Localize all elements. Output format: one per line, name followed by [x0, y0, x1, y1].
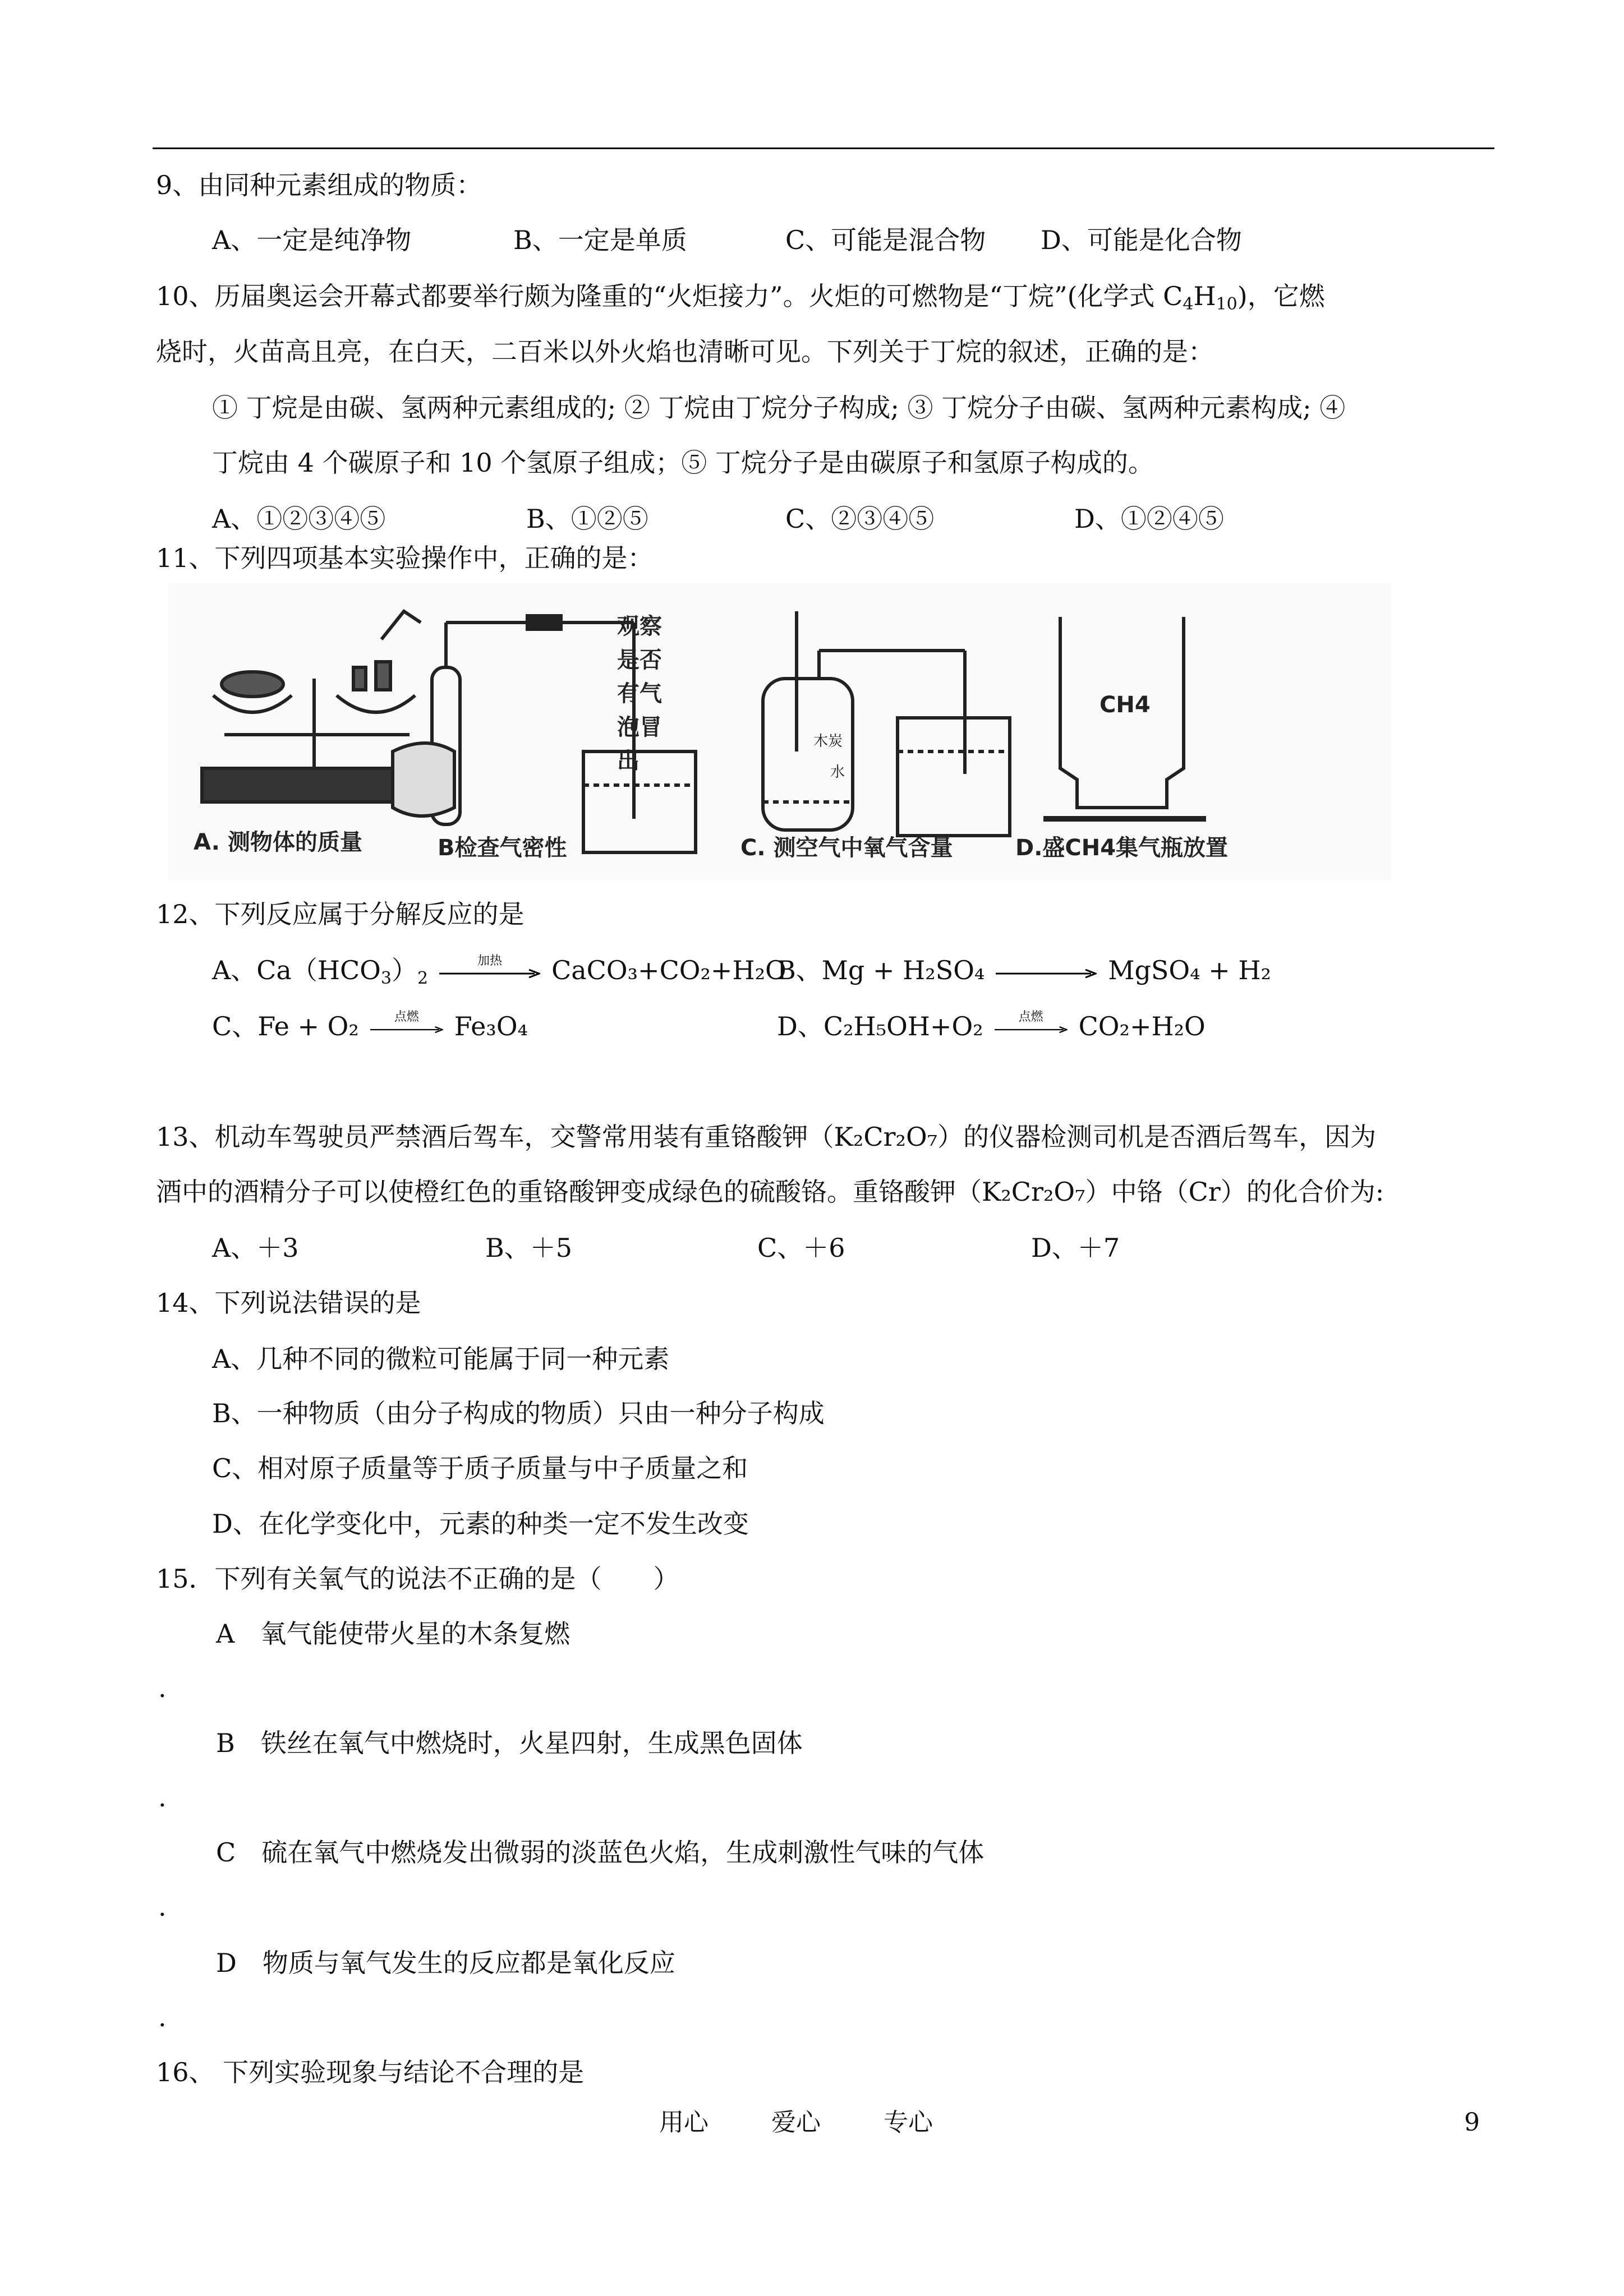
q14-option-b: B、一种物质（由分子构成的物质）只由一种分子构成: [212, 1398, 825, 1428]
q12-b-arrow: [996, 961, 1097, 984]
q10-option-d: D、①②④⑤: [1074, 504, 1224, 534]
footer-motto-1: 用心: [659, 2108, 709, 2137]
q12-option-a: [212, 953, 786, 987]
arrow-icon: [370, 1024, 443, 1035]
q12-a-reactant: A、Ca（HCO: [212, 955, 381, 985]
q11-caption-a: A. 测物体的质量: [194, 829, 362, 855]
q12-a-product: CaCO₃+CO₂+H₂O: [551, 955, 786, 985]
q11-observe-5: 出: [617, 748, 640, 774]
q11-caption-c: C. 测空气中氧气含量: [740, 835, 953, 861]
q12-a-sub2: 2: [417, 969, 429, 988]
page-number: 9: [1464, 2108, 1480, 2137]
q12-a-arrow: [439, 954, 540, 984]
q9-option-a: A、一定是纯净物: [212, 225, 412, 255]
q12-a-condition: 加热: [477, 954, 503, 968]
q12-d-arrow: [995, 1010, 1068, 1040]
q9-option-c: C、可能是混合物: [785, 225, 986, 255]
q11-caption-b: B检查气密性: [438, 835, 567, 861]
q11-observe-3: 有气: [617, 681, 662, 707]
q16-stem: 16、 下列实验现象与结论不合理的是: [156, 2057, 585, 2087]
q10-option-c: C、②③④⑤: [785, 504, 935, 534]
q15-option-b: B 铁丝在氧气中燃烧时，火星四射，生成黑色固体: [216, 1728, 803, 1758]
q10-line-1: [156, 279, 1325, 313]
q11-label-water: 水: [830, 764, 845, 781]
q12-option-c: [212, 1009, 528, 1043]
q10-text-a: 10、历届奥运会开幕式都要举行颇为隆重的“火炬接力”。火炬的可燃物是“丁烷”(化学式 C: [156, 281, 1183, 311]
q11-observe-2: 是否: [617, 647, 662, 673]
q11-label-charcoal: 木炭: [813, 733, 843, 750]
q15-option-d: D 物质与氧气发生的反应都是氧化反应: [216, 1948, 675, 1978]
q12-c-product: Fe₃O₄: [454, 1011, 528, 1041]
q12-d-condition: 点燃: [1018, 1010, 1043, 1024]
q12-c-condition: 点燃: [394, 1010, 419, 1024]
q10-sub4: 4: [1183, 294, 1194, 314]
q14-option-c: C、相对原子质量等于质子质量与中子质量之和: [212, 1453, 748, 1483]
gas-jar-illustration: [1043, 617, 1206, 819]
q12-c-arrow: [370, 1010, 443, 1040]
q15-option-a: A 氧气能使带火星的木条复燃: [216, 1619, 571, 1649]
q15-option-c: C 硫在氧气中燃烧发出微弱的淡蓝色火焰，生成刺激性气味的气体: [216, 1837, 984, 1868]
q9-stem: 9、由同种元素组成的物质：: [156, 170, 482, 200]
q15-dot-2: .: [158, 1782, 167, 1813]
q10-text-b: )，它燃: [1237, 281, 1325, 311]
q11-stem: 11、下列四项基本实验操作中，正确的是：: [156, 543, 654, 573]
q15-dot-1: .: [158, 1673, 167, 1703]
q14-stem: 14、下列说法错误的是: [156, 1288, 421, 1318]
q13-option-d: D、＋7: [1031, 1233, 1120, 1263]
q14-option-a: A、几种不同的微粒可能属于同一种元素: [212, 1344, 670, 1374]
q11-figure-svg: [168, 583, 1391, 880]
q11-label-ch4: CH4: [1099, 692, 1151, 718]
q11-caption-d: D.盛CH4集气瓶放置: [1015, 835, 1229, 861]
arrow-icon: [995, 1024, 1068, 1035]
q11-observe-4: 泡冒: [617, 714, 662, 740]
q9-option-b: B、一定是单质: [513, 225, 687, 255]
q13-option-c: C、＋6: [757, 1233, 845, 1263]
q15-dot-3: .: [158, 1892, 167, 1922]
q11-experiment-figure: [168, 583, 1391, 880]
q14-option-d: D、在化学变化中，元素的种类一定不发生改变: [212, 1509, 749, 1539]
q12-a-sub3: 3: [380, 969, 392, 988]
q12-b-product: MgSO₄ + H₂: [1108, 955, 1271, 985]
q15-stem: 15．下列有关氧气的说法不正确的是（ ）: [156, 1564, 679, 1594]
arrow-icon: [996, 968, 1097, 979]
q10-option-b: B、①②⑤: [526, 504, 648, 534]
footer-motto-2: 爱心: [771, 2108, 821, 2137]
q12-d-product: CO₂+H₂O: [1078, 1011, 1206, 1041]
q12-a-close: ）: [391, 955, 417, 985]
q10-option-a: A、①②③④⑤: [212, 504, 386, 534]
q12-option-d: [777, 1009, 1206, 1043]
q15-dot-4: .: [158, 2002, 167, 2032]
q10-text-h: H: [1193, 281, 1216, 311]
arrow-icon: [439, 968, 540, 979]
q10-line-2: 烧时，火苗高且亮，在白天，二百米以外火焰也清晰可见。下列关于丁烷的叙述，正确的是：: [156, 336, 1214, 367]
q12-stem: 12、下列反应属于分解反应的是: [156, 899, 525, 929]
q10-line-4: 丁烷由 4 个碳原子和 10 个氢原子组成；⑤ 丁烷分子是由碳原子和氢原子构成的。: [212, 448, 1154, 478]
header-rule: [153, 147, 1494, 149]
q12-b-reactant: B、Mg + H₂SO₄: [777, 955, 985, 985]
q10-sub10: 10: [1216, 294, 1237, 314]
q10-line-3: ① 丁烷是由碳、氢两种元素组成的; ② 丁烷由丁烷分子构成; ③ 丁烷分子由碳、氢两种元素构成; ④: [212, 393, 1346, 423]
footer-motto-3: 专心: [884, 2108, 933, 2137]
q13-option-a: A、＋3: [212, 1233, 299, 1263]
q12-c-reactant: C、Fe + O₂: [212, 1011, 359, 1041]
oxygen-content-illustration: [763, 611, 1010, 836]
q9-option-d: D、可能是化合物: [1041, 225, 1242, 255]
q12-option-b: [777, 953, 1271, 987]
q13-option-b: B、＋5: [485, 1233, 573, 1263]
q13-line-1: 13、机动车驾驶员严禁酒后驾车，交警常用装有重铬酸钾（K₂Cr₂O₇）的仪器检测司机是否酒后驾车，因为: [156, 1122, 1377, 1152]
q12-d-reactant: D、C₂H₅OH+O₂: [777, 1011, 983, 1041]
q11-observe-1: 观察: [617, 614, 662, 639]
q13-line-2: 酒中的酒精分子可以使橙红色的重铬酸钾变成绿色的硫酸铬。重铬酸钾（K₂Cr₂O₇）中铬（Cr）的化合价为:: [156, 1177, 1384, 1207]
